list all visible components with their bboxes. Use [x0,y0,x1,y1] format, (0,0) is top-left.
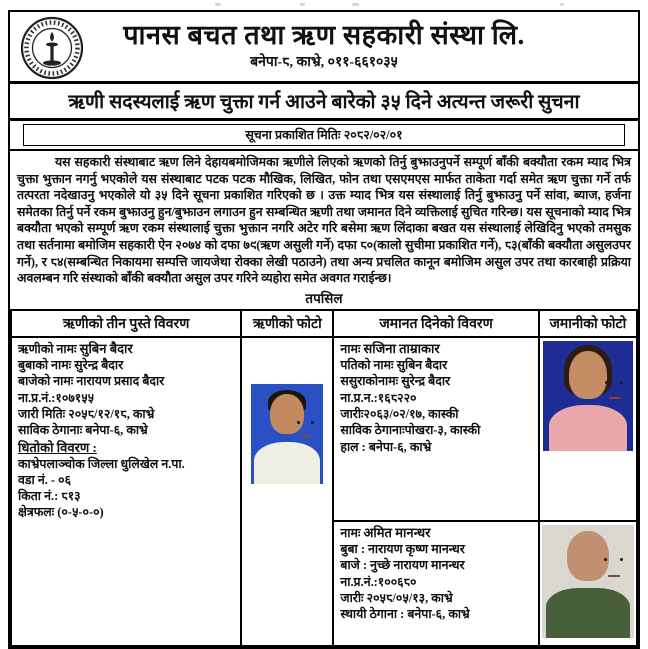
avatar-head [569,351,607,399]
scan-artifact [560,3,564,6]
guarantor2-father-line: बुबा : नारायण कृष्ण मानन्धर [340,542,465,557]
avatar-eyes [297,421,300,424]
guarantor1-photo [543,341,633,451]
schedule-table [10,309,638,647]
col-header-guarantor-photo: जमानीको फोटो [539,310,637,337]
collateral-district-line: काभ्रेपलाञ्चोक जिल्ला धुलिखेल न.पा. [18,456,185,471]
borrower-issue-date-line: जारी मितिः २०५८/१२/१८, काभ्रे [18,406,155,421]
borrower-father-line: बुबाको नामः सुरेन्द्र बैदार [18,358,124,373]
guarantor1-current-address-line: हाल : बनेपा-६, काभ्रे [340,439,432,454]
collateral-ward-line: वडा नं. - ०६ [18,472,72,487]
cooperative-seal-icon [20,16,84,80]
avatar-mouth [301,435,311,437]
document-header [10,12,638,84]
borrower-photo [251,384,323,484]
guarantor1-citizenship-no-line: ना.प्र.न.:१६८२२० [340,390,417,405]
org-address-phone: बनेपा-८, काभ्रे, ०११-६६१०३५ [250,55,398,70]
borrower-name-line: ऋणीको नामः सुबिन बैदार [18,340,133,356]
avatar-mouth [608,575,620,577]
guarantor2-citizenship-no-line: ना.प्र.नं.:१००६८० [340,574,417,589]
guarantor1-details-cell [333,337,538,521]
publication-date: सूचना प्रकाशित मितिः २०८२/०२/०१ [23,124,625,146]
guarantor1-husband-line: पतिको नामः सुबिन बैदार [340,358,448,373]
borrower-grandfather-line: बाजेको नामः नारायण प्रसाद बैदार [18,374,165,389]
borrower-address-line: साविक ठेगानाः बनेपा-६, काभ्रे [18,423,148,438]
avatar-head [567,531,609,581]
org-name: पानस बचत तथा ऋण सहकारी संस्था लि. [123,20,525,50]
guarantor1-issue-date-line: जारीः२०६३/०२/१७, कास्की [340,406,459,421]
col-header-guarantor-details: जमानत दिनेको विवरण [333,310,538,337]
table-row [11,337,637,521]
guarantor1-fatherinlaw-line: ससुराकोनामः सुरेन्द्र बैदार [340,374,451,389]
col-header-borrower-photo: ऋणीको फोटो [241,310,333,337]
avatar-eyes [605,381,608,384]
guarantor2-issue-date-line: जारीः २०५८/०५/१३, काभ्रे [340,590,453,605]
avatar-eyes [604,558,607,561]
avatar-shirt [549,405,627,451]
collateral-plot-no-line: किता नं.: ८१३ [18,489,81,504]
avatar-mouth [609,397,620,399]
page-top-crop-strip [0,0,648,10]
avatar-head [270,394,304,434]
avatar-shirt [546,588,630,638]
guarantor1-former-address-line: साविक ठेगानाःपोखरा-३, कास्की [340,423,481,438]
collateral-heading: धितोको विवरण : [18,439,97,455]
borrower-citizenship-no-line: ना.प्र.नं.:१०७१५५ [18,390,95,405]
schedule-heading: तपसिल [305,290,343,306]
date-section [10,121,638,151]
guarantor2-name: अमित मानन्धर [363,524,431,540]
guarantor2-permanent-address-line: स्थायी ठेगाना : बनेपा-६, काभ्रे [340,607,470,622]
borrower-name: सुबिन बैदार [79,340,133,356]
notice-body-paragraph: यस सहकारी संस्थाबाट ऋण लिने देहायबमोजिमका ऋणीले लिएको ऋणको तिर्नु बुझाउनुपर्ने सम्पूर्ण बाँकी बक्यौता रकम म्याद भित्र चुक्ता भुक्तान नगर्नु भएकोले यस संस्थाबाट पटक पटक मौखिक, लिखित, फोन तथा एसएमएस मार्फत ताकेता गर्दा समेत ऋण चुक्ता गर्ने तर्फ तत्परता नदेखाउनु भएकोले यो ३५ दिने सूचना प्रकाशित गरिएको छ । उक्त म्याद भित्र यस संस्थालाई तिर्नु बुझाउनु पर्ने सांवा, ब्याज, हर्जना समेतका तिर्नु पर्ने रकम बुझाउनु हुन/बुझाउन लगाउन हुन सम्बन्धित ऋणी तथा जमानत दिने व्यक्तिलाई सुचित गरिन्छ। यस सूचनाको म्याद भित्र बक्यौता भएको सम्पूर्ण ऋण रकम संस्थालाई चुक्ता भुक्तान नगरि अटेर गरि बसेमा ऋण लिंदाका बखत यस संस्थालाई लेखिदिनु भएको तमसुक तथा सर्तनामा बमोजिम सहकारी ऐन २०७४ को दफा ७९(ऋण असुली गर्ने) दफा ८०(कालो सुचीमा प्रकाशित गर्ने), ८३(बाँकी बक्यौता असुलउपर गर्ने), र ८४(सम्बन्धित निकायमा सम्पत्ति जायजेथा रोक्का लेखी पठाउने) तथा अन्य प्रचलित कानून बमोजिम असुल उपर तथा कारबाही प्रक्रिया अवलम्बन गरि संस्थाको बाँकी बक्यौता असुल उपर गरिने व्यहोरा समेत अवगत गराईन्छ। [17,155,631,286]
scan-artifact [215,3,221,6]
borrower-photo-cell [241,337,333,646]
collateral-area-line: क्षेत्रफलः (०-५-०-०) [18,505,104,520]
guarantor2-grandfather-line: बाजे : नुच्छे नारायण मानन्धर [340,558,465,573]
notice-document [8,10,640,649]
scan-artifact [300,3,305,6]
guarantor2-photo [542,525,634,638]
table-header-row [11,310,637,337]
guarantor2-photo-cell [539,521,637,646]
guarantor1-photo-cell [539,337,637,521]
avatar-shirt [254,442,320,484]
notice-title: ऋणी सदस्यलाई ऋण चुक्ता गर्न आउने बारेको ३५ दिने अत्यन्त जरूरी सुचना [10,84,638,121]
scan-artifact [352,3,359,6]
borrower-details-cell [11,337,241,646]
col-header-borrower-details: ऋणीको तीन पुस्ते विवरण [11,310,241,337]
guarantor2-details-cell [333,521,538,646]
guarantor2-name-line: नामः अमित मानन्धर [340,524,431,540]
guarantor1-name-line: नामः सजिना ताम्राकार [340,340,440,356]
guarantor1-name: सजिना ताम्राकार [363,340,440,356]
